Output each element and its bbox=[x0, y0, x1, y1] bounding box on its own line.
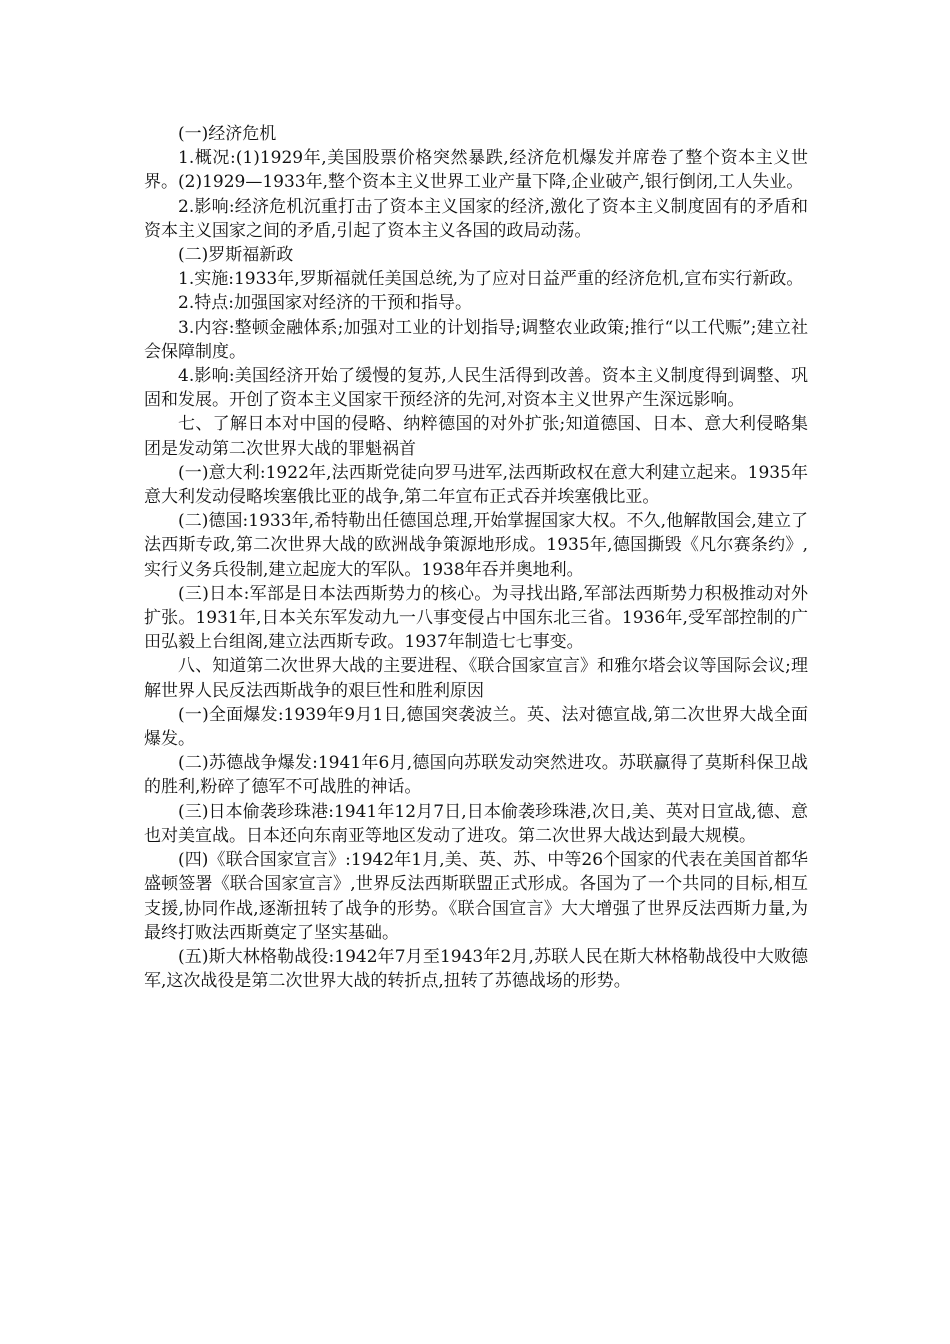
heading-section-seven: 七、了解日本对中国的侵略、纳粹德国的对外扩张;知道德国、日本、意大利侵略集团是发动第二次世界大战的罪魁祸首 bbox=[144, 414, 808, 459]
paragraph-italy: (一)意大利:1922年,法西斯党徒向罗马进军,法西斯政权在意大利建立起来。1935年意大利发动侵略埃塞俄比亚的战争,第二年宣布正式吞并埃塞俄比亚。 bbox=[144, 462, 808, 508]
paragraph-new-deal-impact: 4.影响:美国经济开始了缓慢的复苏,人民生活得到改善。资本主义制度得到调整、巩固和发展。开创了资本主义国家干预经济的先河,对资本主义世界产生深远影响。 bbox=[144, 366, 808, 411]
paragraph-new-deal-features: 2.特点:加强国家对经济的干预和指导。 bbox=[178, 293, 472, 314]
paragraph-new-deal-implementation: 1.实施:1933年,罗斯福就任美国总统,为了应对日益严重的经济危机,宣布实行新政。 bbox=[178, 269, 804, 290]
heading-section-eight: 八、知道第二次世界大战的主要进程、《联合国家宣言》和雅尔塔会议等国际会议;理解世界人民反法西斯战争的艰巨性和胜利原因 bbox=[144, 656, 808, 701]
paragraph-crisis-overview: 1.概况:(1)1929年,美国股票价格突然暴跌,经济危机爆发并席卷了整个资本主义世界。(2)1929—1933年,整个资本主义世界工业产量下降,企业破产,银行倒闭,工人失业。 bbox=[144, 148, 808, 193]
paragraph-war-outbreak: (一)全面爆发:1939年9月1日,德国突袭波兰。英、法对德宣战,第二次世界大战全面爆发。 bbox=[144, 704, 808, 750]
paragraph-crisis-impact: 2.影响:经济危机沉重打击了资本主义国家的经济,激化了资本主义制度固有的矛盾和资本主义国家之间的矛盾,引起了资本主义各国的政局动荡。 bbox=[144, 196, 808, 241]
paragraph-stalingrad: (五)斯大林格勒战役:1942年7月至1943年2月,苏联人民在斯大林格勒战役中大败德军,这次战役是第二次世界大战的转折点,扭转了苏德战场的形势。 bbox=[144, 946, 808, 992]
paragraph-soviet-german-war: (二)苏德战争爆发:1941年6月,德国向苏联发动突然进攻。苏联赢得了莫斯科保卫战的胜利,粉碎了德军不可战胜的神话。 bbox=[144, 753, 808, 798]
paragraph-japan: (三)日本:军部是日本法西斯势力的核心。为寻找出路,军部法西斯势力积极推动对外扩张。1931年,日本关东军发动九一八事变侵占中国东北三省。1936年,受军部控制的广田弘毅上台组阁,建立法西斯专政。1937年制造七七事变。 bbox=[144, 583, 808, 653]
heading-new-deal: (二)罗斯福新政 bbox=[178, 245, 294, 266]
paragraph-pearl-harbor: (三)日本偷袭珍珠港:1941年12月7日,日本偷袭珍珠港,次日,美、英对日宣战,德、意也对美宣战。日本还向东南亚等地区发动了进攻。第二次世界大战达到最大规模。 bbox=[144, 801, 808, 846]
paragraph-new-deal-content: 3.内容:整顿金融体系;加强对工业的计划指导;调整农业政策;推行“以工代赈”;建立社会保障制度。 bbox=[144, 317, 808, 362]
heading-economic-crisis: (一)经济危机 bbox=[178, 124, 277, 144]
document-body bbox=[144, 122, 808, 993]
paragraph-germany: (二)德国:1933年,希特勒出任德国总理,开始掌握国家大权。不久,他解散国会,建立了法西斯专政,第二次世界大战的欧洲战争策源地形成。1935年,德国撕毁《凡尔赛条约》,实行义务兵役制,建立起庞大的军队。1938年吞并奥地利。 bbox=[144, 511, 808, 580]
paragraph-united-nations-declaration: (四)《联合国家宣言》:1942年1月,美、英、苏、中等26个国家的代表在美国首都华盛顿签署《联合国家宣言》,世界反法西斯联盟正式形成。各国为了一个共同的目标,相互支援,协同作战,逐渐扭转了战争的形势。《联合国宣言》大大增强了世界反法西斯力量,为最终打败法西斯奠定了坚实基础。 bbox=[144, 850, 808, 943]
